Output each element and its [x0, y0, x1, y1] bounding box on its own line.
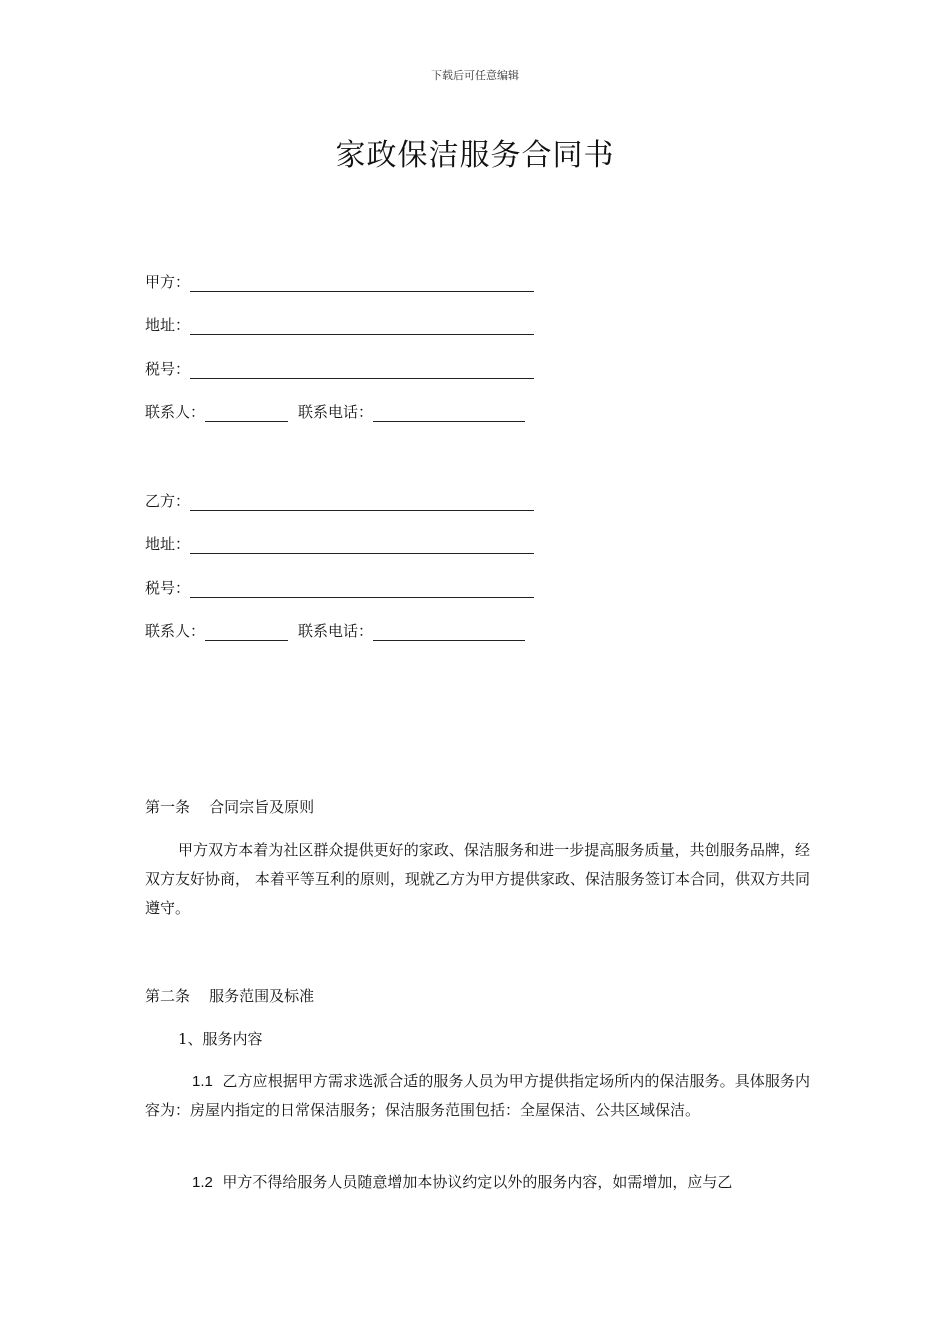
clause-1-2-text: 甲方不得给服务人员随意增加本协议约定以外的服务内容，如需增加，应与乙 — [222, 1173, 733, 1191]
party-a-tax-label: 税号： — [145, 360, 191, 378]
party-a-address-label: 地址： — [145, 316, 191, 334]
party-a-phone-label: 联系电话： — [298, 403, 374, 421]
download-note: 下载后可任意编辑 — [431, 69, 519, 82]
article-2-heading: 第二条 服务范围及标准 — [145, 987, 315, 1005]
party-b-address-row — [145, 532, 534, 554]
party-a-tax-field[interactable] — [190, 362, 534, 379]
article-1-body: 甲方双方本着为社区群众提供更好的家政、保洁服务和进一步提高服务质量，共创服务品牌，经双方友好协商， 本着平等互利的原则，现就乙方为甲方提供家政、保洁服务签订本合同，供双方共同遵守。 — [145, 841, 810, 917]
party-a-address-row — [145, 313, 534, 335]
party-b-tax-field[interactable] — [190, 581, 534, 598]
party-b-phone-label: 联系电话： — [298, 622, 374, 640]
party-a-name-label: 甲方： — [145, 273, 191, 291]
party-a-name-field[interactable] — [190, 275, 534, 292]
clause-1-1-number: 1.1 — [192, 1073, 213, 1090]
party-b-name-field[interactable] — [190, 494, 534, 511]
clause-1-1 — [145, 1067, 810, 1125]
party-b-name-row — [145, 489, 534, 511]
party-a-name-row — [145, 270, 534, 292]
party-a-contact-field[interactable] — [205, 405, 288, 422]
clause-1-1-text: 乙方应根据甲方需求选派合适的服务人员为甲方提供指定场所内的保洁服务。具体服务内容为：房屋内指定的日常保洁服务；保洁服务范围包括：全屋保洁、公共区域保洁。 — [145, 1072, 810, 1119]
party-a-tax-row — [145, 357, 534, 379]
party-a-phone-field[interactable] — [373, 405, 525, 422]
party-b-name-label: 乙方： — [145, 492, 191, 510]
party-b-phone-field[interactable] — [373, 624, 525, 641]
party-b-tax-row — [145, 576, 534, 598]
clause-1-2 — [145, 1168, 810, 1197]
party-a-contact-row — [145, 400, 525, 422]
party-b-tax-label: 税号： — [145, 579, 191, 597]
article-2-sub-heading: 1、服务内容 — [178, 1030, 263, 1048]
party-b-contact-label: 联系人： — [145, 622, 206, 640]
party-b-contact-field[interactable] — [205, 624, 288, 641]
party-b-address-field[interactable] — [190, 537, 534, 554]
clause-1-2-number: 1.2 — [192, 1174, 213, 1191]
article-1-heading: 第一条 合同宗旨及原则 — [145, 798, 315, 816]
party-b-contact-row — [145, 619, 525, 641]
party-a-contact-label: 联系人： — [145, 403, 206, 421]
party-a-address-field[interactable] — [190, 318, 534, 335]
party-b-address-label: 地址： — [145, 535, 191, 553]
document-title: 家政保洁服务合同书 — [335, 138, 615, 173]
